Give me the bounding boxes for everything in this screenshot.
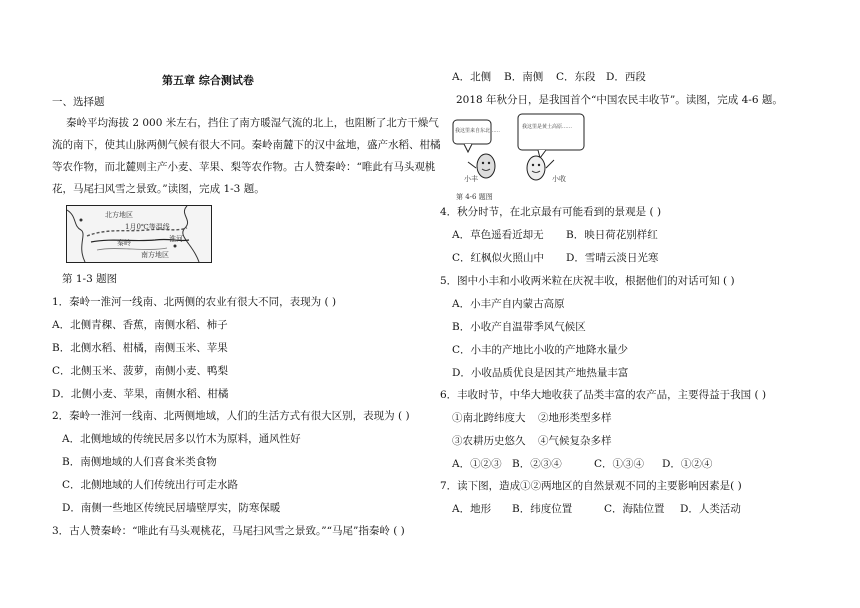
comic-name-right: 小收: [552, 175, 566, 183]
comic-bubble-right: 我这里是黄土高原……: [522, 124, 573, 130]
page-title: 第五章 综合测试卷: [162, 74, 254, 87]
question-2-option-a: A．北侧地域的传统民居多以竹木为原料，通风性好: [62, 433, 301, 445]
question-2-option-b: B．南侧地域的人们喜食米类食物: [62, 456, 217, 468]
intro-line: 花，马尾扫风雪之景致。”读图，完成 1-3 题。: [52, 183, 265, 195]
question-4-option-a: A．草色遥看近却无: [452, 229, 544, 241]
question-6-item-2: ②地形类型多样: [538, 412, 612, 424]
comic-name-left: 小丰: [464, 175, 478, 183]
question-1-option-a: A．北侧青稞、香蕉，南侧水稻、柿子: [52, 319, 228, 331]
question-4-stem: 4．秋分时节，在北京最有可能看到的景观是 ( ): [440, 206, 662, 218]
question-6-option-d: D．①②④: [662, 458, 713, 470]
question-5-stem: 5．图中小丰和小收两米粒在庆祝丰收，根据他们的对话可知 ( ): [440, 275, 735, 287]
question-3-option-b: B．南侧: [504, 71, 544, 83]
map-label-north: 北方地区: [105, 211, 133, 219]
question-1-option-c: C．北侧玉米、菠萝，南侧小麦、鸭梨: [52, 365, 229, 377]
harvest-comic-figure: [452, 112, 588, 188]
question-3-stem: 3．古人赞秦岭：“唯此有马头观桃花，马尾扫风雪之景致。”“马尾”指秦岭 ( ): [52, 525, 405, 537]
question-7-option-c: C．海陆位置: [604, 503, 665, 515]
question-1-option-b: B．北侧水稻、柑橘，南侧玉米、苹果: [52, 342, 228, 354]
question-6-item-3: ③农耕历史悠久: [452, 435, 526, 447]
question-6-item-1: ①南北跨纬度大: [452, 412, 526, 424]
question-5-option-d: D．小收品质优良是因其产地热量丰富: [452, 367, 629, 379]
question-4-option-d: D．雪晴云淡日光寒: [566, 252, 659, 264]
question-4-option-b: B．映日荷花别样红: [566, 229, 658, 241]
question-2-option-c: C．北侧地域的人们传统出行可走水路: [62, 479, 239, 491]
question-5-option-c: C．小丰的产地比小收的产地降水量少: [452, 344, 629, 356]
question-6-option-b: B．②③④: [512, 458, 562, 470]
question-7-option-a: A．地形: [452, 503, 492, 515]
question-6-option-c: C．①③④: [594, 458, 645, 470]
question-1-option-d: D．北侧小麦、苹果，南侧水稻、柑橘: [52, 388, 229, 400]
map-graphic: [67, 206, 211, 262]
qinling-map-figure: [66, 205, 212, 263]
map-label-jan-isotherm: 1月0℃等温线: [125, 223, 170, 231]
question-6-option-a: A．①②③: [452, 458, 502, 470]
question-7-option-b: B．纬度位置: [512, 503, 573, 515]
question-7-stem: 7．读下图，造成①②两地区的自然景观不同的主要影响因素是( ): [440, 480, 742, 492]
question-5-option-b: B．小收产自温带季风气候区: [452, 321, 586, 333]
intro-line: 秦岭平均海拔 2 000 米左右，挡住了南方暖湿气流的北上，也阻断了北方干燥气: [66, 117, 439, 129]
intro-line: 等农作物，而北麓则主产小麦、苹果、梨等农作物。古人赞秦岭：“唯此有马头观桃: [52, 161, 436, 173]
question-3-option-d: D．西段: [606, 71, 646, 83]
question-2-option-d: D．南侧一些地区传统民居墙壁厚实，防寒保暖: [62, 502, 281, 514]
question-1-stem: 1．秦岭一淮河一线南、北两侧的农业有很大不同，表现为 ( ): [52, 296, 337, 308]
question-2-stem: 2．秦岭一淮河一线南、北两侧地域，人们的生活方式有很大区别，表现为 ( ): [52, 410, 410, 422]
map-label-huaihe: 淮河: [169, 235, 183, 243]
map-caption: 第 1-3 题图: [62, 273, 118, 285]
comic-bubble-left: 我这里来自东北……: [455, 128, 501, 134]
question-6-stem: 6．丰收时节，中华大地收获了品类丰富的农产品，主要得益于我国 ( ): [440, 389, 767, 401]
comic-caption: 第 4-6 题图: [456, 193, 493, 201]
map-label-qinling: 秦岭: [117, 239, 131, 247]
section-intro-4-6: 2018 年秋分日，是我国首个“中国农民丰收节”。读图，完成 4-6 题。: [456, 94, 783, 106]
question-4-option-c: C．红枫似火照山中: [452, 252, 545, 264]
intro-line: 流的南下，使其山脉两侧气候有很大不同。秦岭南麓下的汉中盆地，盛产水稻、柑橘: [52, 139, 441, 151]
map-label-south: 南方地区: [141, 251, 169, 259]
question-6-item-4: ④气候复杂多样: [538, 435, 612, 447]
question-7-option-d: D．人类活动: [680, 503, 741, 515]
question-3-option-a: A．北侧: [452, 71, 492, 83]
section-heading: 一、选择题: [52, 96, 105, 108]
question-5-option-a: A．小丰产自内蒙古高原: [452, 298, 565, 310]
question-3-option-c: C．东段: [556, 71, 596, 83]
